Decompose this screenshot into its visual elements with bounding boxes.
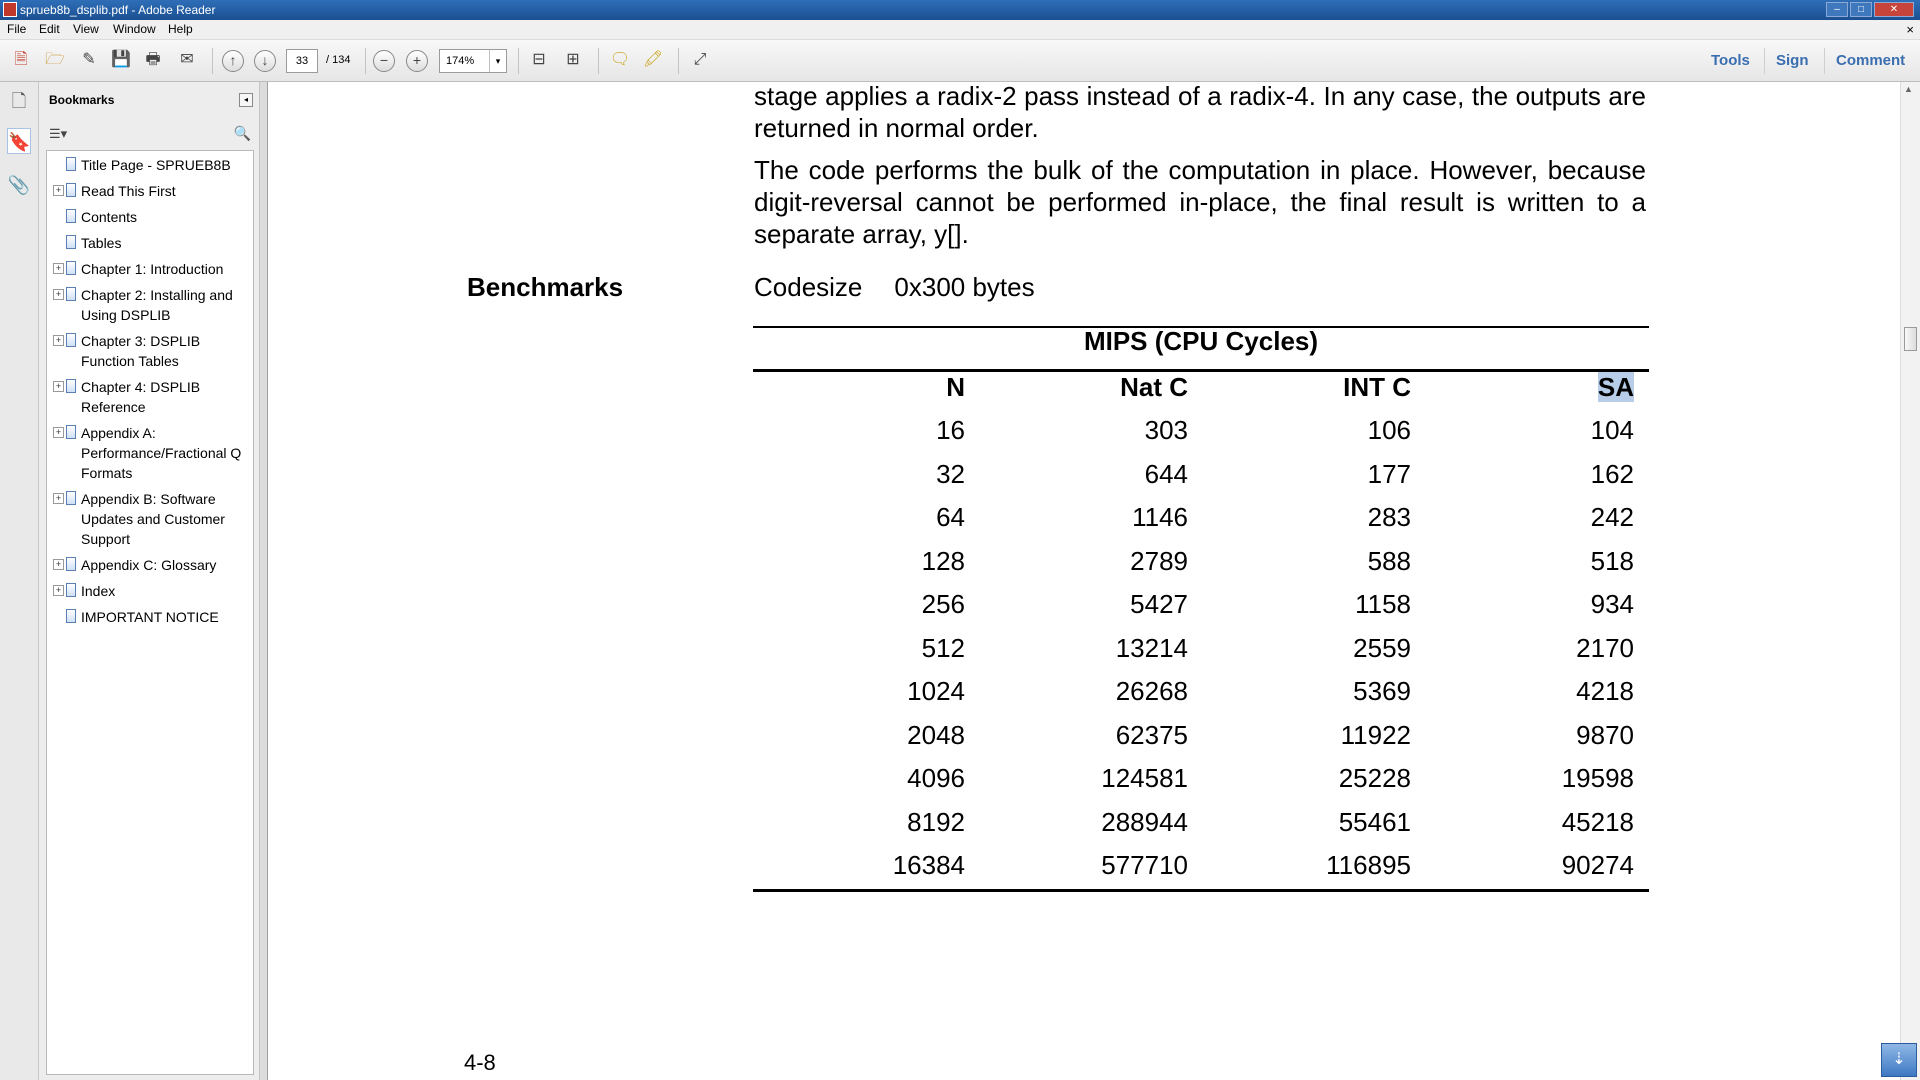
table-cell: 2789 bbox=[1130, 545, 1188, 576]
bookmark-page-icon bbox=[66, 609, 76, 623]
collapse-panel-button[interactable]: ◂ bbox=[239, 93, 253, 107]
scroll-thumb[interactable] bbox=[1904, 327, 1917, 351]
bookmark-label: Chapter 4: DSPLIB Reference bbox=[81, 379, 201, 415]
toolbar-divider bbox=[678, 48, 679, 74]
expand-icon[interactable]: + bbox=[53, 585, 64, 596]
table-cell: 11922 bbox=[1340, 719, 1411, 750]
toolbar bbox=[0, 40, 1920, 82]
table-cell: 5427 bbox=[1130, 589, 1188, 619]
expand-icon[interactable]: + bbox=[53, 559, 64, 570]
table-cell: 4096 bbox=[907, 763, 965, 793]
expand-icon[interactable]: + bbox=[53, 335, 64, 346]
title-bar bbox=[0, 0, 1920, 20]
column-header: N bbox=[946, 372, 965, 402]
bookmarks-toolbar bbox=[39, 120, 259, 150]
bookmark-page-icon bbox=[66, 425, 76, 439]
maximize-button[interactable]: □ bbox=[1850, 2, 1872, 17]
paragraph: The code performs the bulk of the computation in place. However, because digit-reversal cannot be performed in-place, the final result is written to a separate array, y[]. bbox=[754, 155, 1646, 249]
highlight-icon[interactable]: 🖍 bbox=[642, 51, 664, 68]
table-cell: 512 bbox=[921, 632, 965, 663]
menu-view[interactable]: View bbox=[73, 22, 99, 36]
tools-link[interactable]: Tools bbox=[1711, 52, 1750, 69]
column-header: INT C bbox=[1343, 372, 1411, 402]
table-cell: 13214 bbox=[1115, 632, 1188, 663]
close-window-button[interactable]: ✕ bbox=[1874, 2, 1914, 17]
zoom-value: 174% bbox=[446, 55, 475, 67]
comment-bubble-icon[interactable]: 🗨 bbox=[609, 51, 631, 68]
table-cell: 2170 bbox=[1576, 632, 1634, 663]
table-cell: 242 bbox=[1590, 502, 1634, 532]
email-icon[interactable]: ✉ bbox=[180, 51, 194, 68]
bookmarks-icon[interactable]: 🔖 bbox=[7, 128, 31, 154]
bookmarks-tree bbox=[46, 150, 254, 1075]
page-thumbnails-icon[interactable]: 🗋 bbox=[11, 91, 27, 111]
bookmarks-title: Bookmarks bbox=[49, 93, 115, 107]
codesize-label: Codesize bbox=[754, 272, 863, 302]
bookmark-page-icon bbox=[66, 379, 76, 393]
table-cell: 934 bbox=[1590, 589, 1634, 619]
table-cell: 124581 bbox=[1101, 763, 1188, 793]
table-cell: 64 bbox=[936, 502, 965, 532]
create-pdf-icon[interactable]: 🗎 bbox=[14, 51, 28, 68]
table-cell: 62375 bbox=[1115, 719, 1188, 750]
page-total: / 134 bbox=[326, 54, 351, 66]
table-cell: 19598 bbox=[1561, 763, 1634, 793]
toolbar-divider bbox=[1824, 48, 1825, 74]
menu-window[interactable]: Window bbox=[113, 22, 156, 36]
vertical-scrollbar[interactable] bbox=[1900, 82, 1920, 1080]
close-document-button[interactable]: × bbox=[1906, 22, 1914, 37]
bookmarks-panel bbox=[39, 82, 259, 1080]
bookmarks-header bbox=[39, 82, 259, 118]
table-cell: 303 bbox=[1144, 415, 1188, 445]
expand-icon[interactable]: + bbox=[53, 493, 64, 504]
table-cell: 8192 bbox=[907, 806, 965, 837]
table-cell: 25228 bbox=[1338, 763, 1411, 793]
table-cell: 1024 bbox=[907, 676, 965, 706]
sign-link[interactable]: Sign bbox=[1776, 52, 1809, 69]
table-title: MIPS (CPU Cycles) bbox=[1083, 326, 1319, 356]
expand-icon[interactable]: + bbox=[53, 263, 64, 274]
paragraph: stage applies a radix-2 pass instead of a radix-4. In any case, the outputs are returned in normal order. bbox=[754, 82, 1646, 143]
bookmark-page-icon bbox=[66, 183, 76, 197]
bookmark-page-icon bbox=[66, 491, 76, 505]
fit-width-icon[interactable]: ⊞ bbox=[566, 51, 580, 68]
table-cell: 128 bbox=[921, 545, 965, 576]
scroll-up-icon[interactable]: ▲ bbox=[1904, 84, 1913, 94]
bookmark-label: Title Page - SPRUEB8B bbox=[81, 157, 231, 173]
edit-document-icon[interactable]: ✎ bbox=[82, 51, 96, 68]
table-cell: 256 bbox=[921, 589, 965, 619]
toolbar-divider bbox=[365, 48, 366, 74]
table-cell: 16 bbox=[936, 415, 965, 445]
toolbar-divider bbox=[212, 48, 213, 74]
column-header bbox=[1454, 372, 1634, 403]
chevron-down-icon[interactable]: ▾ bbox=[489, 50, 506, 72]
table-cell: 1146 bbox=[1132, 502, 1188, 532]
expand-icon[interactable]: + bbox=[53, 427, 64, 438]
table-cell: 518 bbox=[1590, 545, 1634, 576]
fullscreen-icon[interactable]: ⤢ bbox=[693, 51, 707, 68]
toolbar-divider bbox=[518, 48, 519, 74]
bookmark-label: Chapter 2: Installing and Using DSPLIB bbox=[81, 287, 233, 323]
table-cell: 45218 bbox=[1561, 806, 1634, 837]
table-cell: 177 bbox=[1367, 458, 1411, 489]
table-cell: 9870 bbox=[1576, 719, 1634, 750]
panel-splitter[interactable] bbox=[259, 82, 268, 1080]
table-cell: 1158 bbox=[1355, 589, 1411, 619]
bookmark-label: Contents bbox=[81, 209, 138, 225]
table-cell: 32 bbox=[936, 458, 965, 489]
bookmark-page-icon bbox=[66, 157, 76, 171]
page-number: 4-8 bbox=[464, 1050, 496, 1075]
bookmark-page-icon bbox=[66, 333, 76, 347]
toolbar-divider bbox=[598, 48, 599, 74]
fit-page-icon[interactable]: ⊟ bbox=[532, 51, 546, 68]
bookmark-label: Chapter 1: Introduction bbox=[81, 261, 224, 277]
expand-icon[interactable]: ⇣ bbox=[1881, 1043, 1917, 1077]
expand-icon[interactable]: + bbox=[53, 289, 64, 300]
table-cell: 288944 bbox=[1101, 806, 1188, 837]
options-menu-icon[interactable]: ☰▾ bbox=[49, 126, 68, 141]
zoom-in-icon[interactable]: + bbox=[406, 50, 428, 72]
bookmark-label: IMPORTANT NOTICE bbox=[81, 609, 219, 625]
bookmark-label: Tables bbox=[81, 235, 122, 251]
document-view bbox=[268, 82, 1900, 1080]
bookmark-label: Index bbox=[81, 583, 116, 599]
find-bookmark-icon[interactable]: 🔍 bbox=[233, 125, 251, 141]
bookmark-page-icon bbox=[66, 557, 76, 571]
section-heading: Benchmarks bbox=[467, 272, 624, 302]
menu-help[interactable]: Help bbox=[168, 22, 193, 36]
zoom-select[interactable] bbox=[439, 49, 507, 73]
navigation-pane bbox=[0, 82, 39, 1080]
codesize-value: 0x300 bytes bbox=[894, 272, 1035, 302]
menu-bar bbox=[0, 20, 1920, 40]
adobe-reader-icon bbox=[3, 2, 17, 17]
bookmark-label: Appendix B: Software Updates and Customer Support bbox=[81, 491, 225, 547]
menu-file[interactable]: File bbox=[7, 22, 27, 36]
page-number-input[interactable]: 33 bbox=[286, 49, 318, 73]
comment-link[interactable]: Comment bbox=[1836, 52, 1906, 69]
zoom-out-icon[interactable]: − bbox=[373, 50, 395, 72]
expand-icon[interactable]: + bbox=[53, 185, 64, 196]
menu-edit[interactable]: Edit bbox=[39, 22, 60, 36]
bookmark-label: Appendix C: Glossary bbox=[81, 557, 217, 573]
table-cell: 644 bbox=[1144, 458, 1188, 489]
bookmark-page-icon bbox=[66, 583, 76, 597]
table-cell: 116895 bbox=[1326, 850, 1411, 880]
table-cell: 16384 bbox=[892, 850, 965, 880]
toolbar-divider bbox=[1764, 48, 1765, 74]
codesize-line bbox=[754, 272, 1035, 303]
table-cell: 577710 bbox=[1101, 850, 1188, 880]
bookmark-page-icon bbox=[66, 287, 76, 301]
table-bottom-rule bbox=[753, 889, 1649, 892]
selected-text[interactable]: SA bbox=[1597, 372, 1634, 402]
open-file-icon[interactable]: 🗁 bbox=[45, 51, 65, 68]
table-cell: 283 bbox=[1367, 502, 1411, 532]
table-cell: 55461 bbox=[1338, 806, 1411, 837]
bookmark-label: Appendix A: Performance/Fractional Q Formats bbox=[81, 425, 242, 481]
table-cell: 588 bbox=[1367, 545, 1411, 576]
table-cell: 5369 bbox=[1353, 676, 1411, 706]
column-header: Nat C bbox=[1120, 372, 1188, 402]
table-cell: 104 bbox=[1590, 415, 1634, 445]
table-cell: 90274 bbox=[1561, 850, 1634, 880]
bookmark-page-icon bbox=[66, 261, 76, 275]
window-controls bbox=[1826, 2, 1914, 17]
expand-icon[interactable]: + bbox=[53, 381, 64, 392]
minimize-button[interactable]: – bbox=[1826, 2, 1848, 17]
bookmark-page-icon bbox=[66, 235, 76, 249]
previous-page-icon[interactable]: ↑ bbox=[222, 50, 244, 72]
window-title: sprueb8b_dsplib.pdf - Adobe Reader bbox=[20, 3, 216, 17]
save-icon[interactable]: 💾 bbox=[111, 51, 131, 68]
table-cell: 106 bbox=[1367, 415, 1411, 445]
next-page-icon[interactable]: ↓ bbox=[254, 50, 276, 72]
table-cell: 2048 bbox=[907, 719, 965, 750]
bookmark-label: Read This First bbox=[81, 183, 176, 199]
table-cell: 4218 bbox=[1576, 676, 1634, 706]
print-icon[interactable]: 🖶 bbox=[145, 51, 161, 68]
bookmark-label: Chapter 3: DSPLIB Function Tables bbox=[81, 333, 201, 369]
table-cell: 2559 bbox=[1353, 632, 1411, 663]
table-cell: 26268 bbox=[1115, 676, 1188, 706]
bookmark-page-icon bbox=[66, 209, 76, 223]
attachments-icon[interactable]: 📎 bbox=[7, 175, 31, 195]
table-cell: 162 bbox=[1590, 458, 1634, 489]
